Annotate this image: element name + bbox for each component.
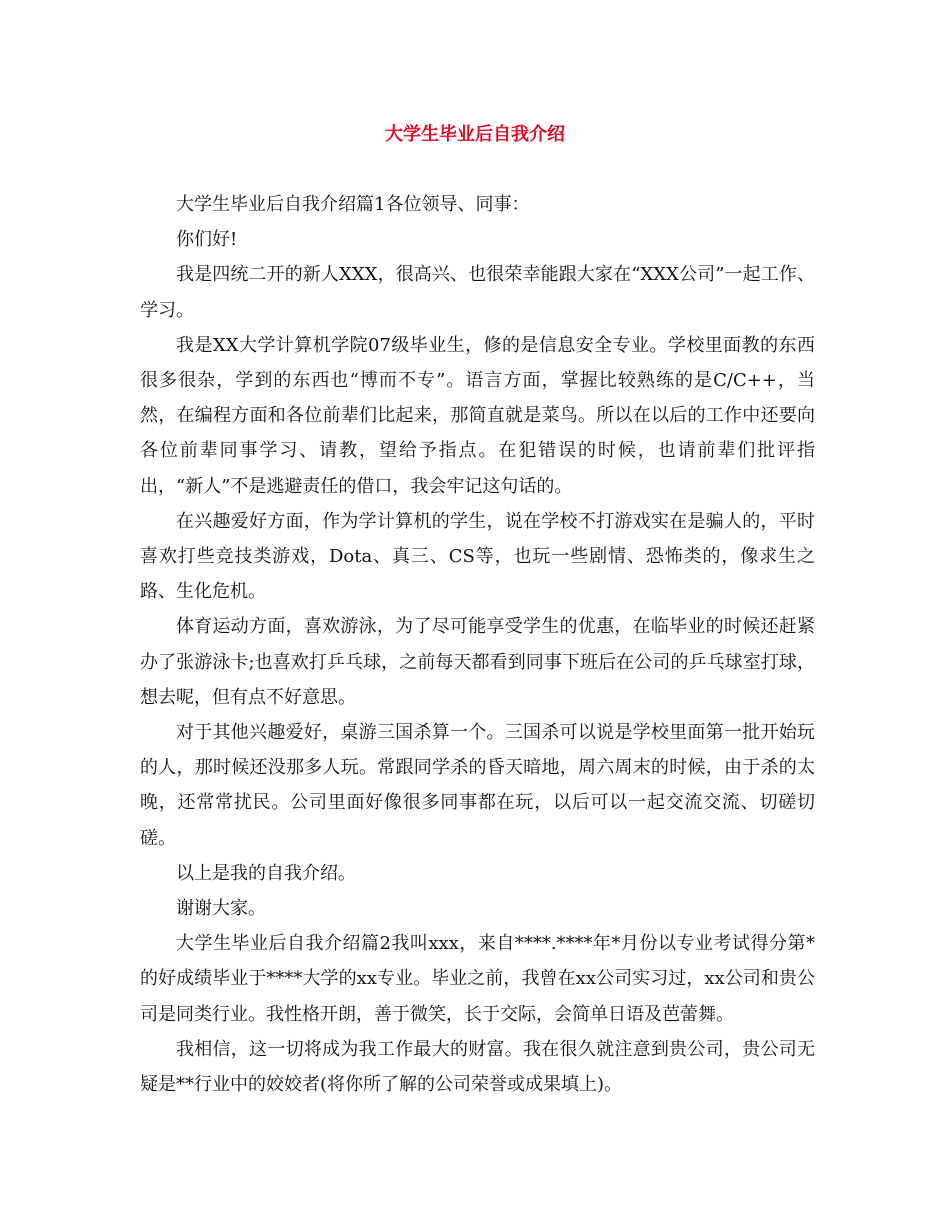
paragraph: 大学生毕业后自我介绍篇1各位领导、同事：	[176, 194, 530, 215]
document-body	[140, 187, 815, 1102]
paragraph: 你们好!	[176, 229, 238, 251]
paragraph: 我相信，这一切将成为我工作最大的财富。我在很久就注意到贵公司，贵公司无疑是**行业中的姣姣者(将你所了解的公司荣誉或成果填上)。	[140, 1038, 815, 1096]
paragraph: 对于其他兴趣爱好，桌游三国杀算一个。三国杀可以说是学校里面第一批开始玩的人，那时候还没那多人玩。常跟同学杀的昏天暗地，周六周末的时候，由于杀的太晚，还常常扰民。公司里面好像很多同事都在玩，以后可以一起交流交流、切磋切磋。	[140, 722, 815, 849]
paragraph: 在兴趣爱好方面，作为学计算机的学生，说在学校不打游戏实在是骗人的，平时喜欢打些竞技类游戏，Dota、真三、CS等，也玩一些剧情、恐怖类的，像求生之路、生化危机。	[140, 510, 815, 603]
paragraph: 我是XX大学计算机学院07级毕业生，修的是信息安全专业。学校里面教的东西很多很杂，学到的东西也“博而不专”。语言方面，掌握比较熟练的是C/C++，当然，在编程方面和各位前辈们比起来，那简直就是菜鸟。所以在以后的工作中还要向各位前辈同事学习、请教，望给予指点。在犯错误的时候，也请前辈们批评指出，“新人”不是逃避责任的借口，我会牢记这句话的。	[140, 334, 815, 497]
paragraph: 以上是我的自我介绍。	[176, 862, 356, 884]
document-title: 大学生毕业后自我介绍	[385, 124, 565, 145]
paragraph: 大学生毕业后自我介绍篇2我叫xxx，来自****.****年*月份以专业考试得分第*的好成绩毕业于****大学的xx专业。毕业之前，我曾在xx公司实习过，xx公司和贵公司是同类行业。我性格开朗，善于微笑，长于交际，会简单日语及芭蕾舞。	[140, 933, 816, 1025]
paragraph: 谢谢大家。	[176, 898, 266, 920]
paragraph: 我是四统二开的新人XXX，很高兴、也很荣幸能跟大家在“XXX公司”一起工作、学习。	[140, 264, 815, 321]
paragraph: 体育运动方面，喜欢游泳，为了尽可能享受学生的优惠，在临毕业的时候还赶紧办了张游泳卡;也喜欢打乒乓球，之前每天都看到同事下班后在公司的乒乓球室打球，想去呢，但有点不好意思。	[140, 616, 815, 708]
